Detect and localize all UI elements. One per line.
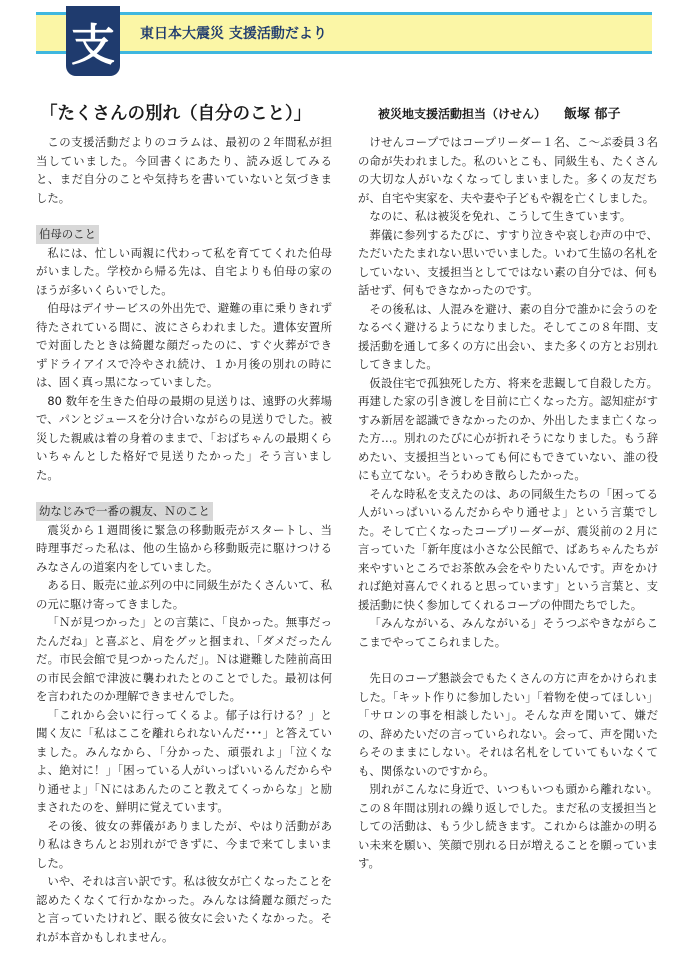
paragraph: 震災から１週間後に緊急の移動販売がスタートし、当時理事だった私は、他の生協から移動販売に駆けつけるみなさんの道案内をしていました。: [36, 522, 332, 574]
right-column: [358, 133, 658, 873]
paragraph: 「これから会いに行ってくるよ。郁子は行ける？」と聞く友に「私はここを離れられないんだ･･･」と答えていました。みんなから、「分かった、頑張れよ」「泣くなよ、絶対に！」「困っている人がいっぱいいるんだからやり通せよ」「Ｎにはあんたのこと教えてくっからな」と励まされたのを、鮮明に覚えています。: [36, 707, 332, 814]
support-logo: 支: [66, 6, 120, 76]
paragraph: いや、それは言い訳です。私は彼女が亡くなったことを認めたくなくて行かなかった。みんなは綺麗な顔だったと言っていたけれど、眠る彼女に会いたくなかった。それが本音かもしれません。: [36, 874, 332, 944]
paragraph: ある日、販売に並ぶ列の中に同級生がたくさんいて、私の元に駆け寄ってきました。: [36, 578, 332, 611]
left-column: [36, 133, 332, 946]
byline: [378, 103, 621, 122]
paragraph: その後、彼女の葬儀がありましたが、やはり活動があり私はきちんとお別れができずに、今まで来てしまいました。: [36, 818, 332, 870]
newsletter-title: 東日本大震災 支援活動だより: [140, 26, 327, 42]
intro-paragraph: この支援活動だよりのコラムは、最初の２年間私が担当していました。今回書くにあたり、読み返してみると、まだ自分のことや気持ちを書いていないと気づきました。: [36, 135, 332, 205]
paragraph: 80 数年を生きた伯母の最期の見送りは、遠野の火葬場で、パンとジュースを分け合いながらの見送りでした。被災した親戚は着の身着のままで、「おばちゃんの最期くらいちゃんとした格好で見送りたかった」そう言いました。: [36, 393, 332, 482]
paragraph: 伯母はデイサービスの外出先で、避難の車に乗りきれず待たされている間に、波にさらわれました。遺体安置所で対面したときは綺麗な顔だったのに、すぐ火葬ができずドライアイスで冷やされ続け、１か月後の別れの時には、固く真っ黒になっていました。: [36, 301, 332, 389]
paragraph: 先日のコープ懇談会でもたくさんの方に声をかけられました。「キット作りに参加したい」「着物を使ってほしい」「サロンの事を相談したい」。そんな声を聞いて、嫌だの、辞めたいだの言っていられない。会って、声を聞いたらそのままにしない。それは名札をしていてもいなくても、関係ないのですから。: [358, 671, 658, 778]
paragraph: そんな時私を支えたのは、あの同級生たちの「困ってる人がいっぱいいるんだからやり通せよ」という言葉でした。そして亡くなったコープリーダーが、震災前の２月に言っていた「新年度は小さな公民館で、ばあちゃんたちが来やすいところでお茶飲み会をやりたいんです。声をかければ絶対喜んでくれると思っています」という言葉と、支援活動に快く参加してくれるコープの仲間たちでした。: [358, 486, 658, 612]
paragraph: 私には、忙しい両親に代わって私を育ててくれた伯母がいました。学校から帰る先は、自宅よりも伯母の家のほうが多いくらいでした。: [36, 245, 332, 297]
byline-name: 飯塚 郁子: [564, 107, 621, 122]
byline-role: 被災地支援活動担当（けせん）: [378, 107, 547, 121]
header-band: [36, 12, 652, 54]
paragraph: なのに、私は被災を免れ、こうして生きています。: [369, 209, 632, 223]
section-heading-aunt: 伯母のこと: [36, 225, 99, 244]
paragraph: 仮設住宅で孤独死した方、将来を悲観して自殺した方。再建した家の引き渡しを目前に亡くなった方。認知症がすすみ新居を認識できなかったのか、外出したまま亡くなった方…。別れのたびに心が折れそうになりました。もう辞めたい、支援担当といっても何にもできていない、誰の役にも立てない。そうわめき散らしたかった。: [358, 375, 658, 482]
paragraph: 葬儀に参列するたびに、すすり泣きや哀しむ声の中で、ただいたたまれない思いでいました。いわて生協の名札をしていない、支援担当としてではない素の自分では、何も話せず、何もできなかったのです。: [358, 227, 658, 297]
section-heading-friend: 幼なじみで一番の親友、Ｎのこと: [36, 502, 213, 521]
paragraph: その後私は、人混みを避け、素の自分で誰かに会うのをなるべく避けるようになりました。そしてこの８年間、支援活動を通して多くの方に出会い、また多くの方とお別れしてきました。: [358, 301, 658, 371]
paragraph: 別れがこんなに身近で、いつもいつも頭から離れない。この８年間は別れの繰り返しでした。まだ私の支援担当としての活動は、もう少し続きます。これからは誰かの明るい未来を願い、笑顔で別れる日が増えることを願っています。: [358, 782, 658, 870]
paragraph: けせんコープではコープリーダー１名、こ～ぷ委員３名の命が失われました。私のいとこも、同級生も、たくさんの大切な人がいなくなってしまいました。多くの友だちが、自宅や実家を、夫や妻や子どもや親を亡くしました。: [358, 135, 658, 205]
article-title: 「たくさんの別れ（自分のこと）」: [40, 104, 312, 124]
paragraph: 「みんながいる、みんながいる」そうつぶやきながらここまでやってこられました。: [358, 616, 658, 649]
paragraph: 「Ｎが見つかった」との言葉に、「良かった。無事だったんだね」と喜ぶと、肩をグッと掴まれ、「ダメだったんだ。市民会館で見つかったんだ」。Ｎは避難した陸前高田の市民会館で津波に襲われたとのことでした。最初は何を言われたのか理解できませんでした。: [36, 615, 332, 703]
